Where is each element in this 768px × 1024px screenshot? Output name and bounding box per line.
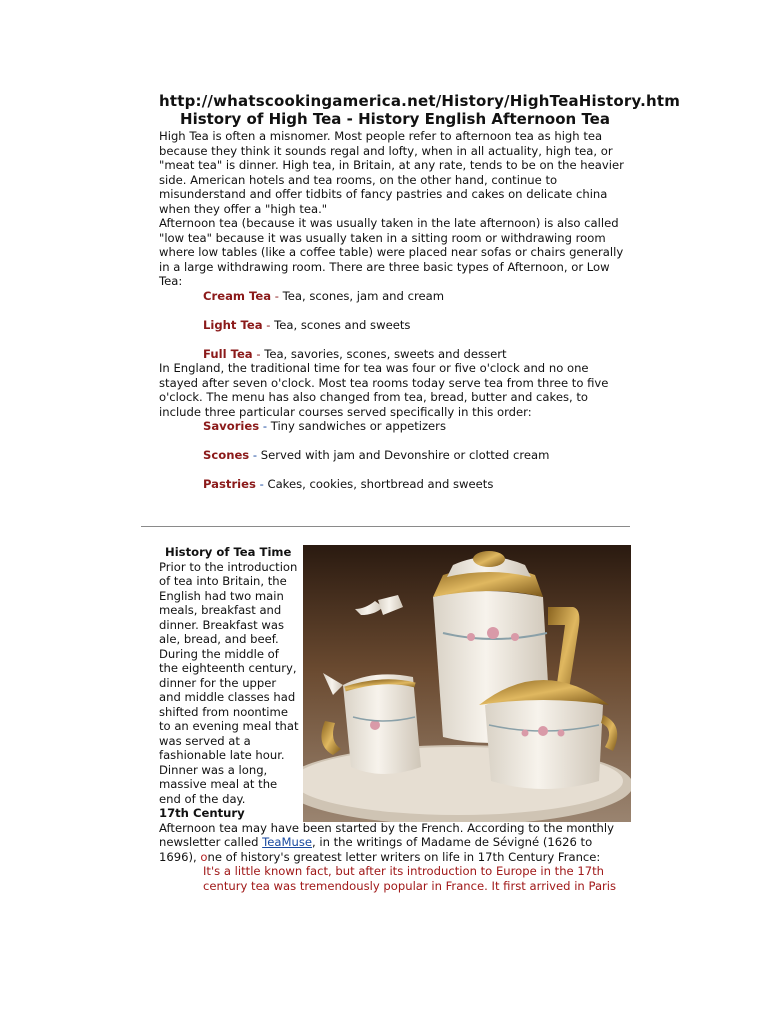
list-item xyxy=(159,289,631,304)
course-dash: - xyxy=(255,477,268,491)
tea-type-desc: Tea, scones, jam and cream xyxy=(282,288,444,303)
century-text-start: Afternoon tea may have been started by the French. According to the monthly newsletter called xyxy=(159,820,614,849)
intro-paragraph: High Tea is often a misnomer. Most people refer to afternoon tea as high tea because they think it sounds regal and lofty, when in all actuality, high tea, or "meat tea" is dinner. High tea, in Britain, at any rate, tends to be on the heavier side. American hotels and tea rooms, on the other hand, continue to misunderstand and offer tidbits of fancy pastries and cakes on delicate china when they offer a "high tea." xyxy=(159,129,624,216)
tea-type-desc: Tea, savories, scones, sweets and dessert xyxy=(264,346,507,361)
tea-type-desc: Tea, scones and sweets xyxy=(274,317,411,332)
course-desc: Tiny sandwiches or appetizers xyxy=(270,419,446,433)
afternoon-paragraph: Afternoon tea (because it was usually taken in the late afternoon) is also called "low tea" because it was usually taken in a sitting room or withdrawing room where low tables (like a coffee table) were placed near sofas or chairs generally in a large withdrawing room. There are three basic types of Afternoon, or Low Tea: xyxy=(159,216,624,288)
course-term: Savories xyxy=(203,419,260,433)
course-dash: - xyxy=(259,419,271,433)
article-lower xyxy=(159,545,631,893)
tea-type-term: Cream Tea xyxy=(203,288,272,303)
course-desc: Cakes, cookies, shortbread and sweets xyxy=(267,477,494,491)
list-item xyxy=(159,448,631,463)
list-item xyxy=(159,347,631,362)
teamuse-link[interactable]: TeaMuse xyxy=(262,835,313,849)
course-term: Pastries xyxy=(203,477,256,491)
century-text-middle: , in the writings of Madame de Sévigné (1626 to 1696), xyxy=(159,835,593,864)
course-term: Scones xyxy=(203,448,250,462)
century-paragraph xyxy=(159,821,631,865)
article-top xyxy=(159,92,681,492)
course-desc: Served with jam and Devonshire or clotted cream xyxy=(260,448,550,462)
century-red-o: o xyxy=(200,849,208,864)
list-item xyxy=(159,477,631,492)
tea-time-heading: History of Tea Time xyxy=(165,545,292,559)
tea-type-dash: - xyxy=(252,346,265,361)
tea-time-paragraph: Prior to the introduction of tea into Britain, the English had two main meals, breakfast and dinner. Breakfast was ale, bread, and beef. During the middle of the eighteenth century, dinner for the upper and middle classes had shifted from noontime to an evening meal that was served at a fashionable late hour. Dinner was a long, massive meal at the end of the day. xyxy=(159,559,299,806)
england-paragraph: In England, the traditional time for tea was four or five o'clock and no one stayed after seven o'clock. Most tea rooms today serve tea from three to five o'clock. The menu has also changed from tea, bread, butter and cakes, to include three particular courses served specifically in this order: xyxy=(159,361,609,419)
tea-type-dash: - xyxy=(262,317,275,332)
century-text-end: ne of history's greatest letter writers on life in 17th Century France: xyxy=(207,849,601,864)
century-heading: 17th Century xyxy=(159,806,245,820)
quote-text: It's a little known fact, but after its introduction to Europe in the 17th century tea was tremendously popular in France. It first arrived in Paris xyxy=(203,864,617,893)
tea-type-term: Light Tea xyxy=(203,317,263,332)
tea-types-list xyxy=(159,289,631,362)
page-title: History of High Tea - History English Afternoon Tea xyxy=(180,110,610,128)
horizontal-divider xyxy=(141,526,630,527)
tea-type-term: Full Tea xyxy=(203,346,253,361)
courses-list xyxy=(159,419,631,492)
url-title: http://whatscookingamerica.net/History/HighTeaHistory.htm xyxy=(159,92,681,110)
list-item xyxy=(159,419,631,434)
course-dash: - xyxy=(249,448,261,462)
tea-type-dash: - xyxy=(271,288,283,303)
list-item xyxy=(159,318,631,333)
